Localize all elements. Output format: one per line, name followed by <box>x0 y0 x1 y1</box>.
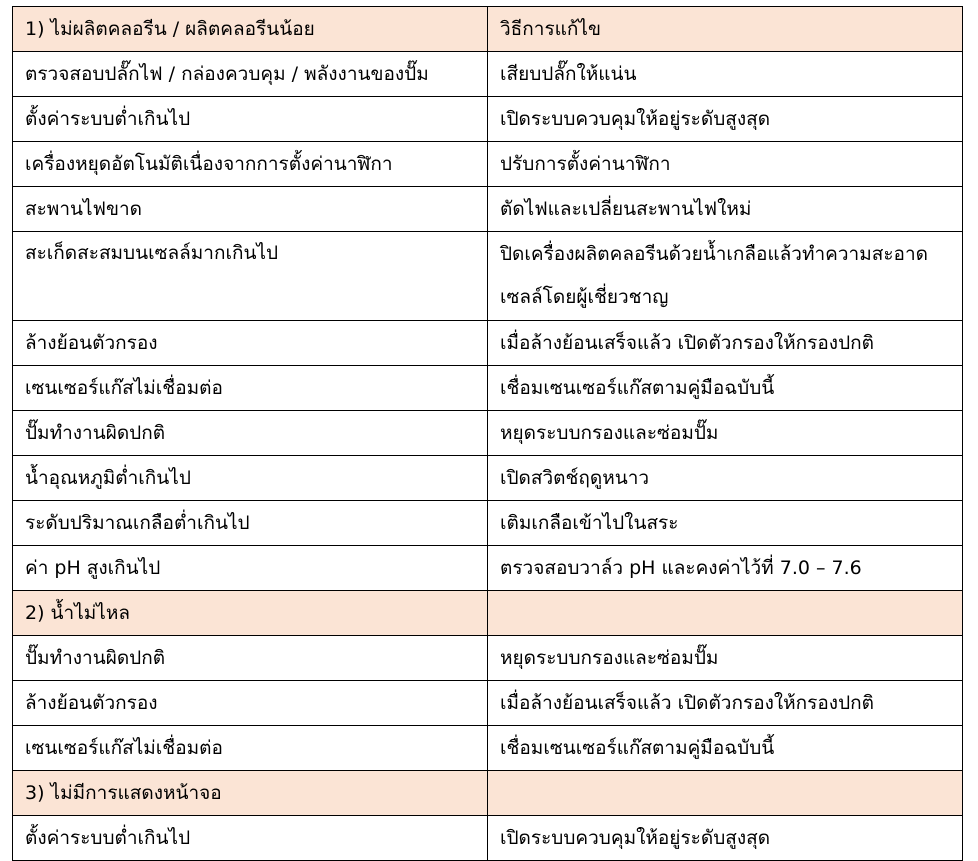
section-title: 3) ไม่มีการแสดงหน้าจอ <box>13 771 488 816</box>
problem-cell: สะเก็ดสะสมบนเซลล์มากเกินไป <box>13 232 488 321</box>
solution-cell: เชื่อมเซนเซอร์แก๊สตามคู่มือฉบับนี้ <box>488 726 963 771</box>
troubleshooting-table <box>12 6 963 861</box>
section-empty-cell <box>488 591 963 636</box>
problem-cell: เครื่องหยุดอัตโนมัติเนื่องจากการตั้งค่านาฬิกา <box>13 142 488 187</box>
problem-cell: ค่า pH สูงเกินไป <box>13 546 488 591</box>
solution-cell: ตัดไฟและเปลี่ยนสะพานไฟใหม่ <box>488 187 963 232</box>
solution-cell: หยุดระบบกรองและซ่อมปั๊ม <box>488 411 963 456</box>
problem-cell: น้ำอุณหภูมิต่ำเกินไป <box>13 456 488 501</box>
table-row <box>13 97 963 142</box>
table-row <box>13 546 963 591</box>
solution-cell: เปิดสวิตช์ฤดูหนาว <box>488 456 963 501</box>
table-row <box>13 232 963 321</box>
problem-cell: สะพานไฟขาด <box>13 187 488 232</box>
table-row <box>13 142 963 187</box>
problem-cell: ตั้งค่าระบบต่ำเกินไป <box>13 816 488 861</box>
table-row <box>13 321 963 366</box>
solution-line: เซลล์โดยผู้เชี่ยวชาญ <box>500 286 669 308</box>
problem-cell: ปั๊มทำงานผิดปกติ <box>13 636 488 681</box>
table-row <box>13 501 963 546</box>
table-row <box>13 726 963 771</box>
section-header-row <box>13 771 963 816</box>
section-header-row <box>13 591 963 636</box>
problem-cell: ตรวจสอบปลั๊กไฟ / กล่องควบคุม / พลังงานของปั๊ม <box>13 52 488 97</box>
table-row <box>13 52 963 97</box>
table-row <box>13 456 963 501</box>
section-empty-cell <box>488 771 963 816</box>
table-row <box>13 187 963 232</box>
table-row <box>13 366 963 411</box>
problem-cell: ระดับปริมาณเกลือต่ำเกินไป <box>13 501 488 546</box>
solution-cell: ตรวจสอบวาล์ว pH และคงค่าไว้ที่ 7.0 – 7.6 <box>488 546 963 591</box>
solution-cell: เปิดระบบควบคุมให้อยู่ระดับสูงสุด <box>488 816 963 861</box>
table-row <box>13 816 963 861</box>
problem-cell: ตั้งค่าระบบต่ำเกินไป <box>13 97 488 142</box>
table-row <box>13 411 963 456</box>
solution-cell <box>488 232 963 321</box>
solution-cell: เมื่อล้างย้อนเสร็จแล้ว เปิดตัวกรองให้กรองปกติ <box>488 681 963 726</box>
problem-cell: ปั๊มทำงานผิดปกติ <box>13 411 488 456</box>
solution-column-header: วิธีการแก้ไข <box>488 7 963 52</box>
solution-line: ปิดเครื่องผลิตคลอรีนด้วยน้ำเกลือแล้วทำความสะอาด <box>500 243 928 265</box>
section-header-row <box>13 7 963 52</box>
table-row <box>13 681 963 726</box>
solution-cell: เสียบปลั๊กให้แน่น <box>488 52 963 97</box>
problem-cell: ล้างย้อนตัวกรอง <box>13 681 488 726</box>
solution-cell: ปรับการตั้งค่านาฬิกา <box>488 142 963 187</box>
problem-cell: เซนเซอร์แก๊สไม่เชื่อมต่อ <box>13 366 488 411</box>
solution-cell: เชื่อมเซนเซอร์แก๊สตามคู่มือฉบับนี้ <box>488 366 963 411</box>
solution-cell: หยุดระบบกรองและซ่อมปั๊ม <box>488 636 963 681</box>
section-title: 1) ไม่ผลิตคลอรีน / ผลิตคลอรีนน้อย <box>13 7 488 52</box>
table-row <box>13 636 963 681</box>
problem-cell: เซนเซอร์แก๊สไม่เชื่อมต่อ <box>13 726 488 771</box>
solution-cell: เปิดระบบควบคุมให้อยู่ระดับสูงสุด <box>488 97 963 142</box>
solution-cell: เมื่อล้างย้อนเสร็จแล้ว เปิดตัวกรองให้กรองปกติ <box>488 321 963 366</box>
solution-cell: เติมเกลือเข้าไปในสระ <box>488 501 963 546</box>
problem-cell: ล้างย้อนตัวกรอง <box>13 321 488 366</box>
section-title: 2) น้ำไม่ไหล <box>13 591 488 636</box>
